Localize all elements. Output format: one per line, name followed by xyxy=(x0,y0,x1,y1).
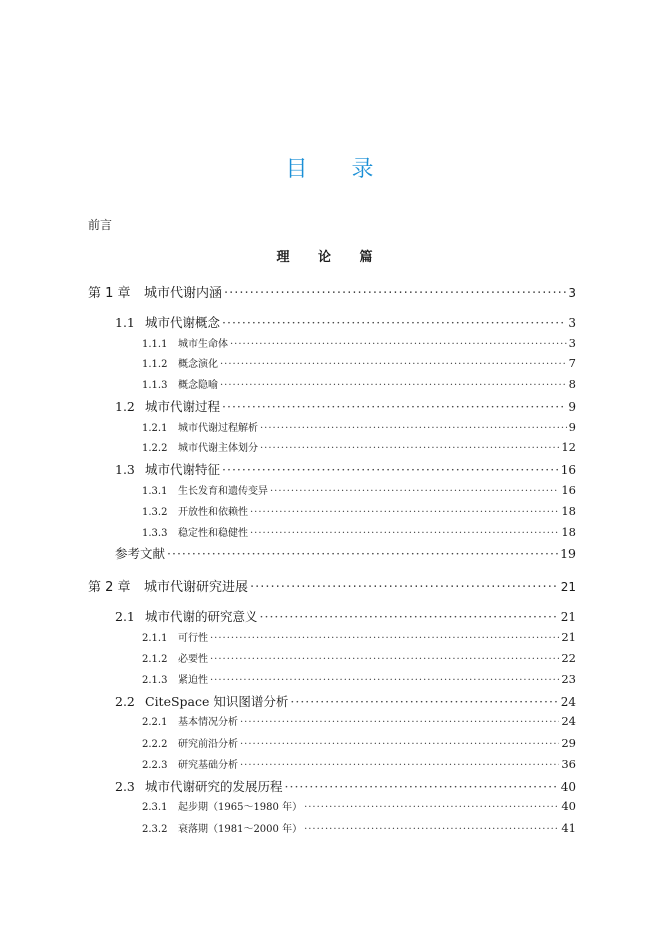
toc-leader-dots xyxy=(250,507,559,518)
toc-entry[interactable] xyxy=(142,650,576,665)
toc-entry-title: 城市代谢概念 xyxy=(145,315,221,330)
toc-entry-title: 生长发育和遗传变异 xyxy=(178,486,268,497)
toc-entry[interactable] xyxy=(142,756,576,771)
toc-entry-title: 紧迫性 xyxy=(178,675,208,686)
toc-entry[interactable] xyxy=(115,607,576,625)
toc-entry-page: 24 xyxy=(561,714,576,728)
toc-entry-page: 21 xyxy=(561,630,576,644)
toc-entry-number: 1.3.1 xyxy=(142,486,168,497)
toc-entry-number: 1.2.1 xyxy=(142,423,168,434)
toc-entry[interactable] xyxy=(115,777,576,795)
toc-entry[interactable] xyxy=(88,576,576,595)
toc-entry-title: 城市代谢研究进展 xyxy=(144,580,249,595)
toc-entry[interactable] xyxy=(142,376,576,391)
toc-entry-page: 24 xyxy=(560,695,576,709)
toc-leader-dots xyxy=(222,399,566,414)
toc-entry[interactable] xyxy=(142,798,576,813)
toc-entry[interactable] xyxy=(142,735,576,750)
toc-entry-number: 2.1.3 xyxy=(142,675,168,686)
toc-entry-title: 城市代谢特征 xyxy=(145,462,221,477)
toc-entry-page: 12 xyxy=(561,440,576,454)
toc-entry[interactable] xyxy=(142,671,576,686)
toc-entry-number: 2.1 xyxy=(115,609,135,624)
toc-entry-title: CiteSpace 知识图谱分析 xyxy=(145,694,289,709)
toc-leader-dots xyxy=(250,580,559,595)
toc-entry-title: 城市代谢过程 xyxy=(145,399,221,414)
toc-leader-dots xyxy=(222,315,566,330)
toc-leader-dots xyxy=(240,760,559,771)
toc-entry-title: 城市代谢研究的发展历程 xyxy=(145,779,283,794)
toc-entry[interactable] xyxy=(142,820,576,835)
toc-entry-page: 40 xyxy=(561,799,576,813)
toc-entry-page: 3 xyxy=(568,286,576,300)
toc-entry-page: 41 xyxy=(561,821,576,835)
toc-entry[interactable] xyxy=(115,397,576,415)
toc-entry-page: 8 xyxy=(568,377,576,391)
toc-entry-page: 3 xyxy=(568,316,576,330)
toc-entry-number: 1.1 xyxy=(115,315,135,330)
toc-entry-number: 2.3.1 xyxy=(142,802,168,813)
toc-entry-title: 可行性 xyxy=(178,633,208,644)
toc-entry[interactable] xyxy=(142,482,576,497)
toc-entry-title: 城市生命体 xyxy=(178,339,228,350)
toc-leader-dots xyxy=(260,609,559,624)
toc-entry-number: 1.2 xyxy=(115,399,135,414)
toc-entry[interactable] xyxy=(142,524,576,539)
toc-entry-number: 1.3.2 xyxy=(142,507,168,518)
toc-entry-page: 29 xyxy=(561,736,576,750)
preface-entry[interactable]: 前言 xyxy=(88,218,113,232)
toc-leader-dots xyxy=(240,717,559,728)
toc-entry-number: 1.2.2 xyxy=(142,443,168,454)
toc-entry-title: 必要性 xyxy=(178,654,208,665)
toc-entry-page: 18 xyxy=(561,525,576,539)
toc-entry[interactable] xyxy=(115,313,576,331)
toc-entry-page: 9 xyxy=(568,420,576,434)
toc-entry[interactable] xyxy=(142,713,576,728)
toc-entry-title: 概念演化 xyxy=(178,359,218,370)
toc-entry-number: 2.3 xyxy=(115,779,135,794)
toc-leader-dots xyxy=(220,380,567,391)
toc-entry[interactable] xyxy=(142,355,576,370)
toc-entry-page: 7 xyxy=(568,356,576,370)
toc-leader-dots xyxy=(285,779,559,794)
toc-entry-page: 21 xyxy=(560,610,576,624)
toc-entry-number: 1.3 xyxy=(115,462,135,477)
toc-leader-dots xyxy=(210,675,559,686)
toc-entry-number: 1.1.1 xyxy=(142,339,168,350)
toc-entry[interactable] xyxy=(142,419,576,434)
toc-leader-dots xyxy=(304,824,559,835)
toc-leader-dots xyxy=(260,443,559,454)
toc-entry-number: 2.3.2 xyxy=(142,824,168,835)
toc-entry[interactable] xyxy=(115,460,576,478)
toc-entry-title: 城市代谢内涵 xyxy=(144,286,223,301)
toc-entry-number: 2.2.2 xyxy=(142,739,168,750)
toc-entry-page: 9 xyxy=(568,400,576,414)
toc-entry-title: 起步期（1965～1980 年） xyxy=(178,802,303,813)
toc-entry-title: 稳定性和稳健性 xyxy=(178,528,248,539)
toc-entry-number: 1.1.2 xyxy=(142,359,168,370)
toc-leader-dots xyxy=(240,739,559,750)
toc-entry[interactable] xyxy=(142,503,576,518)
toc-entry-title: 参考文献 xyxy=(115,546,166,561)
toc-entry-number: 第 1 章 xyxy=(88,286,131,301)
toc-entry[interactable] xyxy=(115,692,576,710)
toc-entry-title: 基本情况分析 xyxy=(178,717,238,728)
toc-leader-dots xyxy=(260,423,567,434)
toc-heading xyxy=(0,152,661,183)
toc-entry[interactable] xyxy=(142,439,576,454)
toc-entry[interactable] xyxy=(115,544,576,562)
toc-entry-title: 概念隐喻 xyxy=(178,380,218,391)
toc-entry-number: 2.1.1 xyxy=(142,633,168,644)
toc-entry-page: 19 xyxy=(560,546,576,561)
toc-entry-number: 2.2 xyxy=(115,694,135,709)
toc-entry-number: 1.3.3 xyxy=(142,528,168,539)
toc-entry-page: 22 xyxy=(561,651,576,665)
toc-entry-page: 3 xyxy=(568,336,576,350)
toc-entry-title: 衰落期（1981～2000 年） xyxy=(178,824,303,835)
toc-leader-dots xyxy=(222,462,559,477)
toc-entry-number: 2.2.1 xyxy=(142,717,168,728)
toc-entry-page: 40 xyxy=(560,780,576,794)
toc-entry-number: 第 2 章 xyxy=(88,580,131,595)
toc-entry-title: 研究基础分析 xyxy=(178,760,238,771)
toc-leader-dots xyxy=(230,339,567,350)
toc-entry[interactable] xyxy=(142,629,576,644)
toc-entry-title: 开放性和依赖性 xyxy=(178,507,248,518)
toc-leader-dots xyxy=(270,486,559,497)
toc-entry-page: 23 xyxy=(561,672,576,686)
toc-entry-page: 21 xyxy=(560,580,576,594)
toc-entry-title: 研究前沿分析 xyxy=(178,739,238,750)
toc-entry-title: 城市代谢主体划分 xyxy=(178,443,258,454)
toc-entry-number: 2.1.2 xyxy=(142,654,168,665)
toc-leader-dots xyxy=(224,286,566,301)
toc-entry-number: 1.1.3 xyxy=(142,380,168,391)
toc-leader-dots xyxy=(304,802,559,813)
toc-leader-dots xyxy=(167,546,558,561)
toc-entry-title: 城市代谢过程解析 xyxy=(178,423,258,434)
toc-entry-page: 16 xyxy=(560,463,576,477)
toc-leader-dots xyxy=(210,633,559,644)
toc-entry-number: 2.2.3 xyxy=(142,760,168,771)
toc-leader-dots xyxy=(250,528,559,539)
toc-entry[interactable] xyxy=(88,282,576,301)
part-title: 理 论 篇 xyxy=(276,250,385,265)
toc-entry-page: 16 xyxy=(561,483,576,497)
toc-entry-page: 36 xyxy=(561,757,576,771)
toc-entry-page: 18 xyxy=(561,504,576,518)
toc-heading-right: 录 xyxy=(351,157,376,182)
toc-entry-title: 城市代谢的研究意义 xyxy=(145,609,258,624)
toc-leader-dots xyxy=(220,359,567,370)
toc-entry[interactable] xyxy=(142,335,576,350)
toc-leader-dots xyxy=(210,654,559,665)
toc-leader-dots xyxy=(290,694,558,709)
toc-heading-left: 目 xyxy=(285,157,310,182)
